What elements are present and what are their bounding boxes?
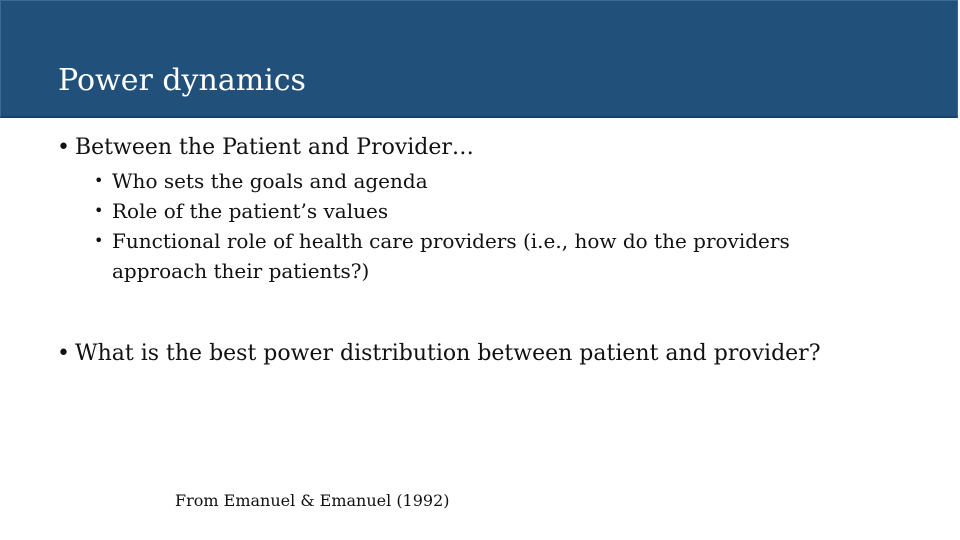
slide-header <box>0 0 958 118</box>
sub-bullet-text: Who sets the goals and agenda <box>112 169 428 193</box>
sub-bullet-marker: • <box>94 171 104 190</box>
citation-text: From Emanuel & Emanuel (1992) <box>175 491 450 510</box>
slide-title: Power dynamics <box>58 63 306 98</box>
sub-bullet-item <box>94 166 912 196</box>
sub-bullet-item <box>94 226 882 286</box>
bullet-text: What is the best power distribution between patient and provider? <box>75 341 821 366</box>
sub-bullet-marker: • <box>94 201 104 220</box>
sub-bullet-text: Functional role of health care providers (i.e., how do the providers approach their patients?) <box>112 229 790 283</box>
sub-bullet-list <box>94 166 912 286</box>
bullet-marker: • <box>57 135 70 160</box>
sub-bullet-text: Role of the patient’s values <box>112 199 389 223</box>
sub-bullet-marker: • <box>94 231 104 250</box>
bullet-marker: • <box>57 341 70 366</box>
sub-bullet-item <box>94 196 912 226</box>
bullet-text: Between the Patient and Provider… <box>75 135 474 160</box>
